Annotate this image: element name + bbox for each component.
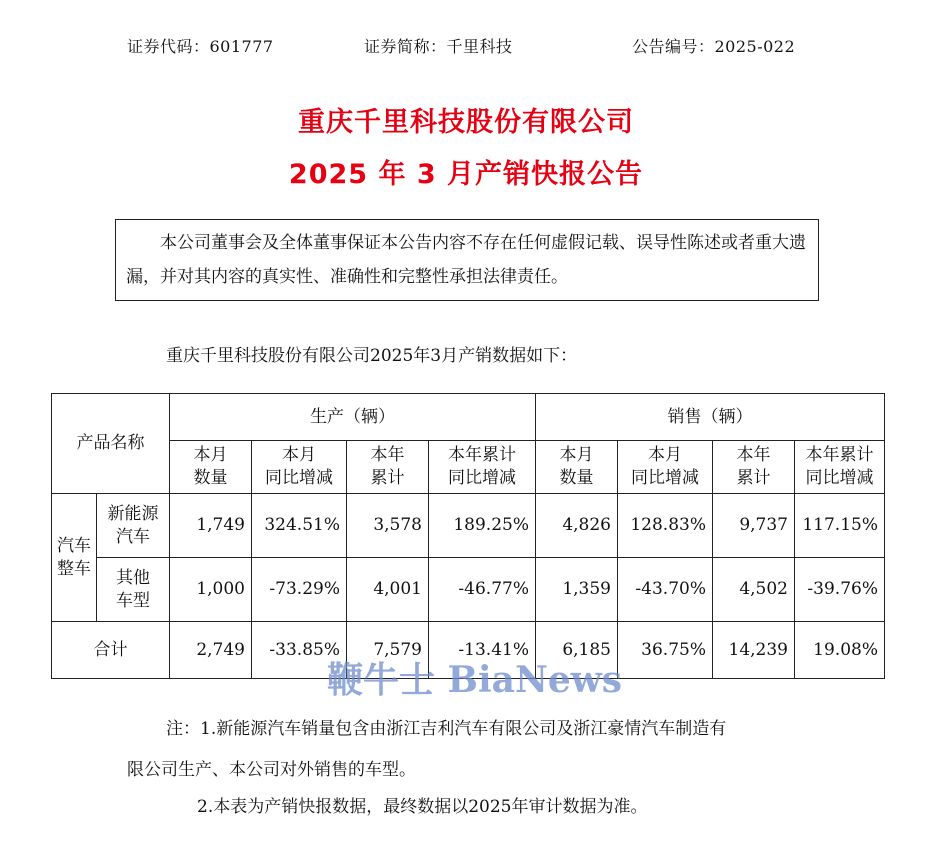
table-cell: -13.41% [429,622,536,679]
table-cell: 324.51% [252,494,347,558]
report-title: 2025 年 3 月产销快报公告 [288,159,644,190]
vehicle-group-label: 汽车 整车 [52,494,97,622]
production-sales-table [51,393,885,679]
table-cell: -73.29% [252,558,347,622]
table-cell: 14,239 [713,622,795,679]
bianews-watermark: 鞭牛士 BiaNews [327,659,623,701]
intro-text: 重庆千里科技股份有限公司2025年3月产销数据如下： [166,346,578,366]
table-cell: 9,737 [713,494,795,558]
table-cell: -43.70% [618,558,713,622]
header-cell: 本月 同比增减 [252,441,347,494]
note-1-line-1: 注：1.新能源汽车销量包含由浙江吉利汽车有限公司及浙江豪情汽车制造有 [166,719,727,739]
table-cell: 128.83% [618,494,713,558]
table-cell: 7,579 [347,622,429,679]
header-cell: 本月 同比增减 [618,441,713,494]
table-cell: 4,826 [536,494,618,558]
table-cell: 117.15% [795,494,885,558]
note-1-line-2: 限公司生产、本公司对外销售的车型。 [127,760,416,780]
header-cell: 本年累计 同比增减 [795,441,885,494]
table-cell: 189.25% [429,494,536,558]
table-cell: -39.76% [795,558,885,622]
table-row [52,494,885,558]
announcement-number: 公告编号：2025-022 [632,37,796,56]
header-cell: 本年 累计 [347,441,429,494]
row-name: 其他 车型 [97,558,170,622]
table-cell: 6,185 [536,622,618,679]
header-cell: 本月 数量 [536,441,618,494]
product-name-header: 产品名称 [52,394,170,494]
table-cell: 3,578 [347,494,429,558]
table-cell: 2,749 [170,622,252,679]
table-cell: -46.77% [429,558,536,622]
total-label: 合计 [52,622,170,679]
security-code: 证券代码：601777 [127,37,274,56]
table-cell: 36.75% [618,622,713,679]
notice-text: 本公司董事会及全体董事保证本公告内容不存在任何虚假记载、误导性陈述或者重大遗漏，并对其内容的真实性、准确性和完整性承担法律责任。 [126,233,806,287]
note-2: 2.本表为产销快报数据，最终数据以2025年审计数据为准。 [197,797,648,817]
table-cell: 4,502 [713,558,795,622]
table-cell: 4,001 [347,558,429,622]
security-short-name: 证券简称：千里科技 [364,37,513,56]
sales-header: 销售（辆） [536,394,885,441]
table-row [52,558,885,622]
header-cell: 本年 累计 [713,441,795,494]
header-cell: 本月 数量 [170,441,252,494]
company-title: 重庆千里科技股份有限公司 [298,107,634,138]
table-cell: -33.85% [252,622,347,679]
row-name: 新能源 汽车 [97,494,170,558]
table-cell: 1,359 [536,558,618,622]
table-cell: 19.08% [795,622,885,679]
header-cell: 本年累计 同比增减 [429,441,536,494]
board-guarantee-notice [115,219,819,301]
production-header: 生产（辆） [170,394,536,441]
table-cell: 1,749 [170,494,252,558]
table-cell: 1,000 [170,558,252,622]
